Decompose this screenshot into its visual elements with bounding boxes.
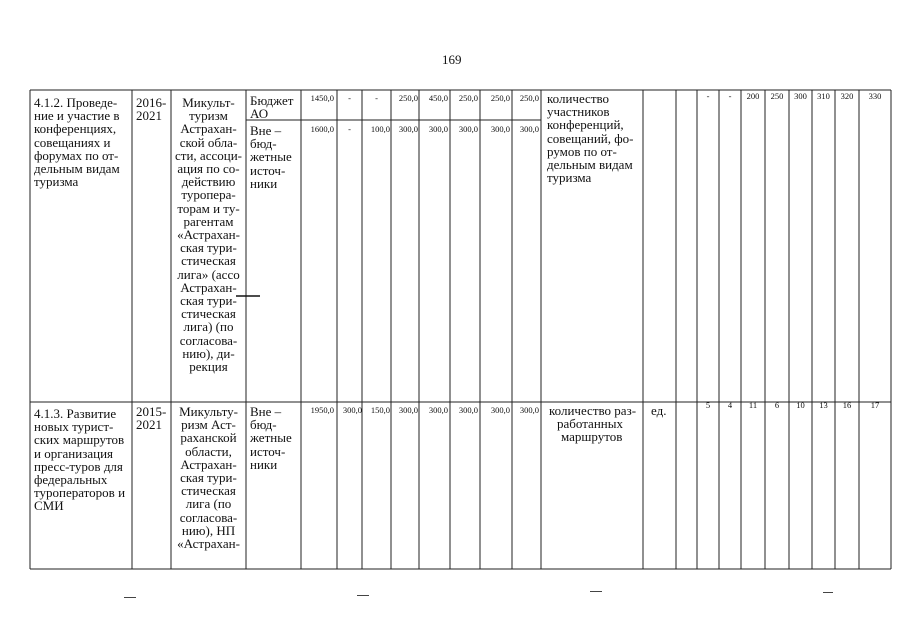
indicator-value: 16: [842, 400, 852, 410]
scan-mark: [823, 592, 833, 593]
value-cell: 1600,0: [310, 124, 334, 134]
value-cell: -: [348, 124, 351, 134]
indicator-value: 250: [770, 91, 784, 101]
executor-cell: Микульту- ризм Аст- раханской области, Астрахан- ская тури- стическая лига (по согласова- нию), НП «Астрахан-: [177, 404, 240, 552]
value-cell: -: [375, 93, 378, 103]
value-cell: 300,0: [458, 405, 478, 415]
source-label-extrabudget: Вне – бюд- жетные источ- ники: [250, 123, 292, 191]
scan-mark: [357, 595, 369, 596]
value-cell: 150,0: [370, 405, 390, 415]
value-cell: 1950,0: [310, 405, 334, 415]
indicator-value: 300: [794, 91, 807, 101]
task-cell: 4.1.3. Развитие новых турист- ских маршрутов и организация пресс-туров для федеральных туроператоров и СМИ: [34, 406, 126, 514]
unit-cell: ед.: [651, 403, 667, 418]
indicator-value: 5: [705, 400, 711, 410]
value-cell: 250,0: [490, 93, 510, 103]
value-cell: 300,0: [490, 124, 510, 134]
value-cell: 300,0: [519, 124, 539, 134]
value-cell: 250,0: [458, 93, 478, 103]
indicator-value: 17: [870, 400, 880, 410]
source-label-extrabudget: Вне – бюд- жетные источ- ники: [250, 404, 292, 472]
indicator-value: -: [706, 91, 710, 101]
scan-mark: [590, 591, 602, 592]
indicator-cell: количество раз- работанных маршрутов: [549, 403, 637, 445]
value-cell: 300,0: [458, 124, 478, 134]
indicator-value: 320: [840, 91, 854, 101]
indicator-value: -: [728, 91, 732, 101]
value-cell: 300,0: [428, 405, 448, 415]
value-cell: 300,0: [490, 405, 510, 415]
value-cell: 250,0: [398, 93, 418, 103]
source-label-budget: Бюджет АО: [250, 93, 294, 122]
indicator-value: 11: [748, 400, 758, 410]
executor-cell: Микульт- туризм Астрахан- ской обла- сти, ассоци- ация по со- действию туропера- торам и ту- рагентам «Астрахан- ская тури- стическая лига» (ассо Астрахан- ская тури- стическая лига) (по согласова- нию), ди- рекция: [175, 95, 242, 375]
page-number: 169: [442, 52, 462, 67]
indicator-value: 10: [796, 400, 805, 410]
value-cell: 250,0: [519, 93, 539, 103]
value-cell: 100,0: [370, 124, 390, 134]
value-cell: 300,0: [398, 405, 418, 415]
value-cell: 300,0: [342, 405, 362, 415]
indicator-value: 13: [819, 400, 828, 410]
value-cell: -: [348, 93, 351, 103]
indicator-value: 330: [868, 91, 882, 101]
value-cell: 1450,0: [310, 93, 334, 103]
indicator-cell: количество участников конференций, совещаний, фо- румов по от- дельным видам туризма: [547, 91, 634, 186]
value-cell: 450,0: [428, 93, 448, 103]
indicator-value: 310: [817, 91, 830, 101]
years-cell: 2015- 2021: [136, 404, 167, 433]
scan-mark: [124, 597, 136, 598]
indicator-value: 200: [746, 91, 760, 101]
years-cell: 2016- 2021: [136, 95, 167, 124]
task-cell: 4.1.2. Проведе- ние и участие в конференциях, совещаниях и форумах по от- дельным видам туризма: [34, 95, 120, 190]
indicator-value: 6: [774, 400, 780, 410]
value-cell: 300,0: [519, 405, 539, 415]
value-cell: 300,0: [398, 124, 418, 134]
value-cell: 300,0: [428, 124, 448, 134]
indicator-value: 4: [727, 400, 733, 410]
